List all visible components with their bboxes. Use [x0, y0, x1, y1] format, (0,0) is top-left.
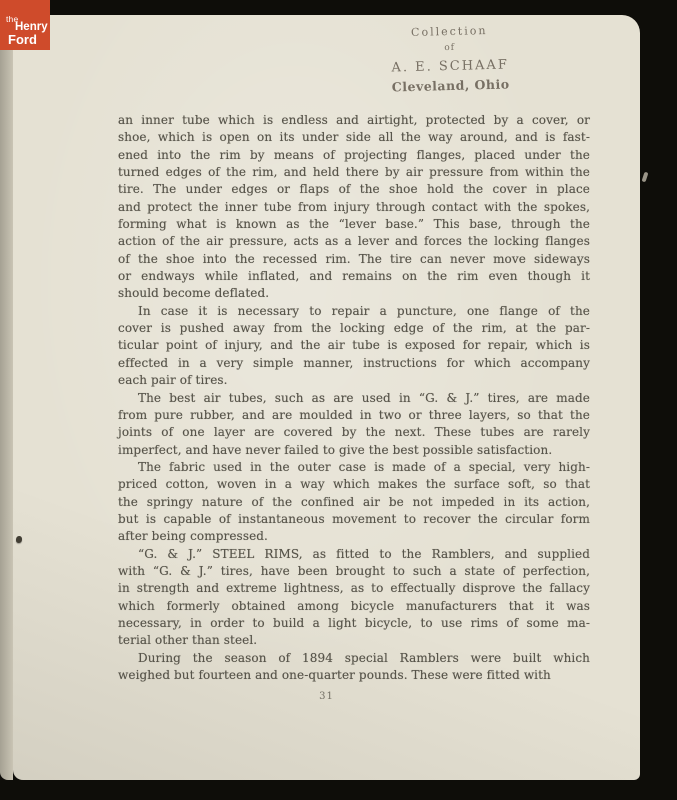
- body-line: each pair of tires.: [118, 373, 228, 388]
- body-line: ened into the rim by means of projecting flanges, placed under the: [118, 147, 590, 162]
- body-line: or endways while inflated, and remains on the rim even though it: [118, 269, 590, 284]
- body-line: should become deflated.: [118, 286, 270, 301]
- body-line: joints of one layer are covered by the next. These tubes are rarely: [118, 425, 590, 440]
- body-line: shoe, which is open on its under side all the way around, and is fast-: [118, 130, 590, 145]
- body-line: imperfect, and have never failed to give the best possible satisfaction.: [118, 442, 553, 457]
- paragraph: [118, 112, 590, 303]
- body-line: with “G. & J.” tires, have been brought to such a state of perfection,: [118, 563, 590, 578]
- logo-word-ford: Ford: [8, 32, 37, 47]
- body-text: [118, 112, 590, 684]
- paragraph: [118, 303, 590, 390]
- body-line: “G. & J.” STEEL RIMS, as fitted to the Ramblers, and supplied: [138, 546, 590, 561]
- body-line: an inner tube which is endless and airtight, protected by a cover, or: [118, 113, 590, 127]
- binding-mark: [16, 536, 22, 543]
- body-line: The best air tubes, such as are used in “G. & J.” tires, are made: [138, 390, 590, 405]
- stamp-line-name: A. E. SCHAAF: [391, 57, 510, 76]
- body-line: from pure rubber, and are moulded in two or three layers, so that the: [118, 407, 590, 422]
- paragraph: [118, 459, 590, 546]
- body-line: The fabric used in the outer case is made of a special, very high-: [138, 459, 590, 474]
- body-line: action of the air pressure, acts as a lever and forces the locking flanges: [118, 234, 590, 249]
- body-line: which formerly obtained among bicycle manufacturers that it was: [118, 598, 590, 613]
- book-page: [13, 15, 640, 780]
- stamp-line-of: of: [444, 42, 456, 54]
- body-line: During the season of 1894 special Ramblers were built which: [138, 650, 590, 665]
- body-line: necessary, in order to build a light bicycle, to use rims of some ma-: [118, 615, 590, 630]
- body-line: turned edges of the rim, and held there by air pressure from within the: [118, 165, 590, 180]
- body-line: in strength and extreme lightness, as to effectually disprove the fallacy: [118, 581, 590, 596]
- paragraph: [118, 650, 590, 685]
- body-line: effected in a very simple manner, instructions for which accompany: [118, 355, 590, 370]
- body-line: priced cotton, woven in a way which makes the surface soft, so that: [118, 477, 590, 492]
- body-line: of the shoe into the recessed rim. The tire can never move sideways: [118, 251, 590, 266]
- body-line: terial other than steel.: [118, 633, 258, 648]
- body-line: cover is pushed away from the locking edge of the rim, at the par-: [118, 321, 590, 336]
- body-line: but is capable of instantaneous movement to recover the circular form: [118, 511, 590, 526]
- stamp-line-city: Cleveland, Ohio: [391, 76, 510, 95]
- body-line: forming what is known as the “lever base.” This base, through the: [118, 217, 590, 232]
- paragraph: [118, 546, 590, 650]
- body-line: weighed but fourteen and one-quarter pounds. These were fitted with: [118, 668, 551, 682]
- page-number: 31: [319, 691, 334, 702]
- body-line: after being compressed.: [118, 529, 268, 544]
- henry-ford-logo: [0, 0, 50, 50]
- page-left-edge: [0, 15, 13, 780]
- body-line: the springy nature of the confined air be not impeded in its action,: [118, 494, 590, 509]
- body-line: In case it is necessary to repair a puncture, one flange of the: [138, 303, 590, 318]
- logo-word-the: the: [6, 14, 19, 24]
- scan-debris-fleck: [642, 172, 649, 183]
- body-line: ticular point of injury, and the air tube is exposed for repair, which is: [118, 338, 590, 353]
- body-line: and protect the inner tube from injury through contact with the spokes,: [118, 199, 590, 214]
- body-line: tire. The under edges or flaps of the shoe hold the cover in place: [118, 182, 590, 197]
- paragraph: [118, 390, 590, 459]
- logo-word-henry: Henry: [15, 21, 48, 33]
- collection-stamp: [364, 23, 536, 95]
- stamp-line-collection: Collection: [410, 24, 488, 40]
